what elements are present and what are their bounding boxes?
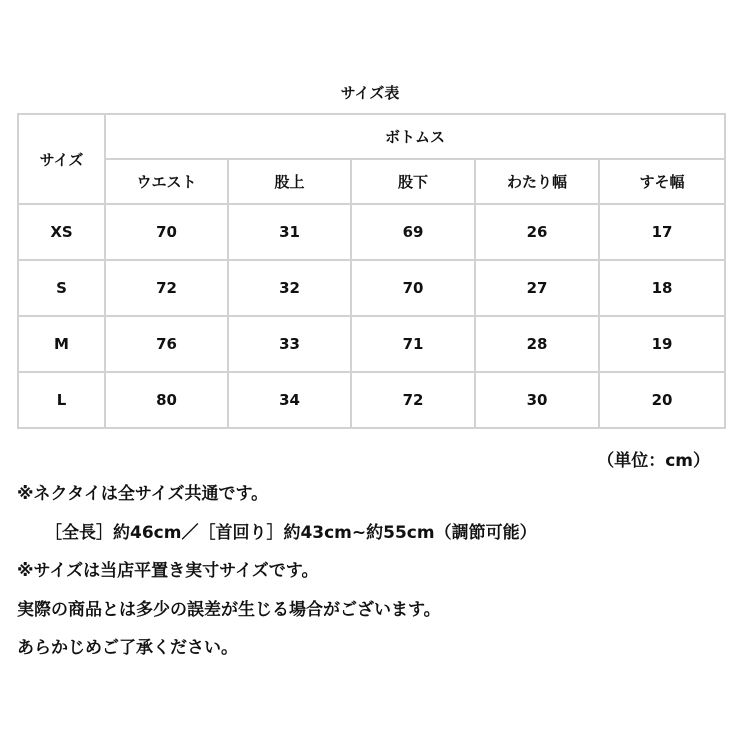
table-row xyxy=(18,316,725,372)
note-measurement-method: ※サイズは当店平置き実寸サイズです。 xyxy=(17,561,319,581)
table-cell: 70 xyxy=(351,260,475,316)
column-header-hem-width: すそ幅 xyxy=(599,159,725,204)
column-header-rise: 股上 xyxy=(228,159,351,204)
table-cell: 70 xyxy=(105,204,228,260)
table-cell: 33 xyxy=(228,316,351,372)
note-necktie-dimensions: ［全長］約46cm／［首回り］約43cm~約55cm（調節可能） xyxy=(45,522,537,543)
table-row xyxy=(18,372,725,428)
notes-block xyxy=(17,479,727,672)
unit-note: （単位：cm） xyxy=(597,451,710,471)
table-row xyxy=(18,260,725,316)
table-cell: 31 xyxy=(228,204,351,260)
note-tolerance: 実際の商品とは多少の誤差が生じる場合がございます。 xyxy=(17,599,441,620)
table-cell: 80 xyxy=(105,372,228,428)
table-cell: 72 xyxy=(351,372,475,428)
table-cell: 27 xyxy=(475,260,599,316)
table-title: サイズ表 xyxy=(340,84,400,102)
table-cell: 19 xyxy=(599,316,725,372)
row-size-label: L xyxy=(18,372,105,428)
size-table xyxy=(17,113,726,429)
column-header-waist: ウエスト xyxy=(105,159,228,204)
table-cell: 28 xyxy=(475,316,599,372)
table-cell: 69 xyxy=(351,204,475,260)
table-cell: 26 xyxy=(475,204,599,260)
row-size-label: M xyxy=(18,316,105,372)
table-cell: 18 xyxy=(599,260,725,316)
row-size-label: S xyxy=(18,260,105,316)
bottoms-group-header: ボトムス xyxy=(105,114,725,159)
table-cell: 30 xyxy=(475,372,599,428)
table-cell: 72 xyxy=(105,260,228,316)
note-necktie: ※ネクタイは全サイズ共通です。 xyxy=(17,484,269,504)
table-row xyxy=(18,204,725,260)
table-cell: 32 xyxy=(228,260,351,316)
table-header-row xyxy=(18,114,725,159)
table-cell: 34 xyxy=(228,372,351,428)
size-column-header: サイズ xyxy=(18,114,105,204)
table-cell: 76 xyxy=(105,316,228,372)
note-acknowledgement: あらかじめご了承ください。 xyxy=(17,638,238,658)
column-header-inseam: 股下 xyxy=(351,159,475,204)
table-subheader-row xyxy=(18,159,725,204)
table-cell: 17 xyxy=(599,204,725,260)
row-size-label: XS xyxy=(18,204,105,260)
table-cell: 20 xyxy=(599,372,725,428)
table-cell: 71 xyxy=(351,316,475,372)
column-header-thigh-width: わたり幅 xyxy=(475,159,599,204)
